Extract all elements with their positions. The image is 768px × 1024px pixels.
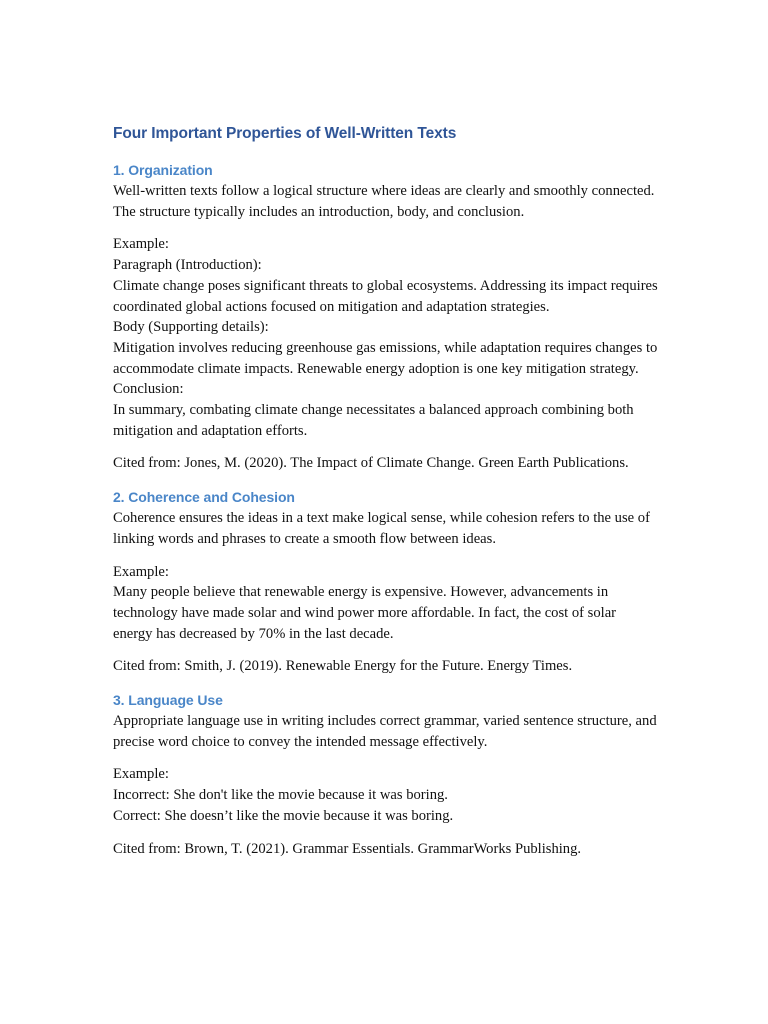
section-intro: Well-written texts follow a logical structure where ideas are clearly and smoothly connected. The structure typically includes an introduction, body, and conclusion. [113,183,655,220]
example-label: Example: [113,563,169,580]
example-line: Incorrect: She don't like the movie because it was boring. [113,787,448,804]
example-line: Paragraph (Introduction): [113,257,262,274]
example-block [113,562,658,645]
section-heading: 2. Coherence and Cohesion [113,489,295,506]
citation: Cited from: Smith, J. (2019). Renewable Energy for the Future. Energy Times. [113,658,573,675]
section-intro: Appropriate language use in writing includes correct grammar, varied sentence structure, and precise word choice to convey the intended message effectively. [113,713,657,750]
section-heading: 3. Language Use [113,692,223,709]
section-language-use [113,689,658,859]
example-line: Many people believe that renewable energy is expensive. However, advancements in technology have made solar and wind power more affordable. In fact, the cost of solar energy has decreased by 70% in the last decade. [113,584,617,642]
document-title: Four Important Properties of Well-Written Texts [113,125,457,142]
example-block [113,764,658,826]
citation: Cited from: Jones, M. (2020). The Impact of Climate Change. Green Earth Publications. [113,455,629,472]
example-label: Example: [113,766,169,783]
document-page [113,123,658,859]
citation: Cited from: Brown, T. (2021). Grammar Essentials. GrammarWorks Publishing. [113,840,582,857]
section-organization [113,159,658,486]
section-heading: 1. Organization [113,162,213,178]
section-intro: Coherence ensures the ideas in a text make logical sense, while cohesion refers to the use of linking words and phrases to create a smooth flow between ideas. [113,510,650,547]
section-coherence-cohesion [113,486,658,689]
example-line: Correct: She doesn’t like the movie because it was boring. [113,807,454,824]
example-line: Climate change poses significant threats to global ecosystems. Addressing its impact requires coordinated global actions focused on mitigation and adaptation strategies. [113,277,658,315]
example-line: Mitigation involves reducing greenhouse gas emissions, while adaptation requires changes to accommodate climate impacts. Renewable energy adoption is one key mitigation strategy. [113,339,658,377]
example-block [113,234,658,441]
example-line: Body (Supporting details): [113,319,269,336]
example-label: Example: [113,236,169,253]
example-line: In summary, combating climate change necessitates a balanced approach combining both mitigation and adaptation efforts. [113,402,634,439]
example-line: Conclusion: [113,381,184,398]
